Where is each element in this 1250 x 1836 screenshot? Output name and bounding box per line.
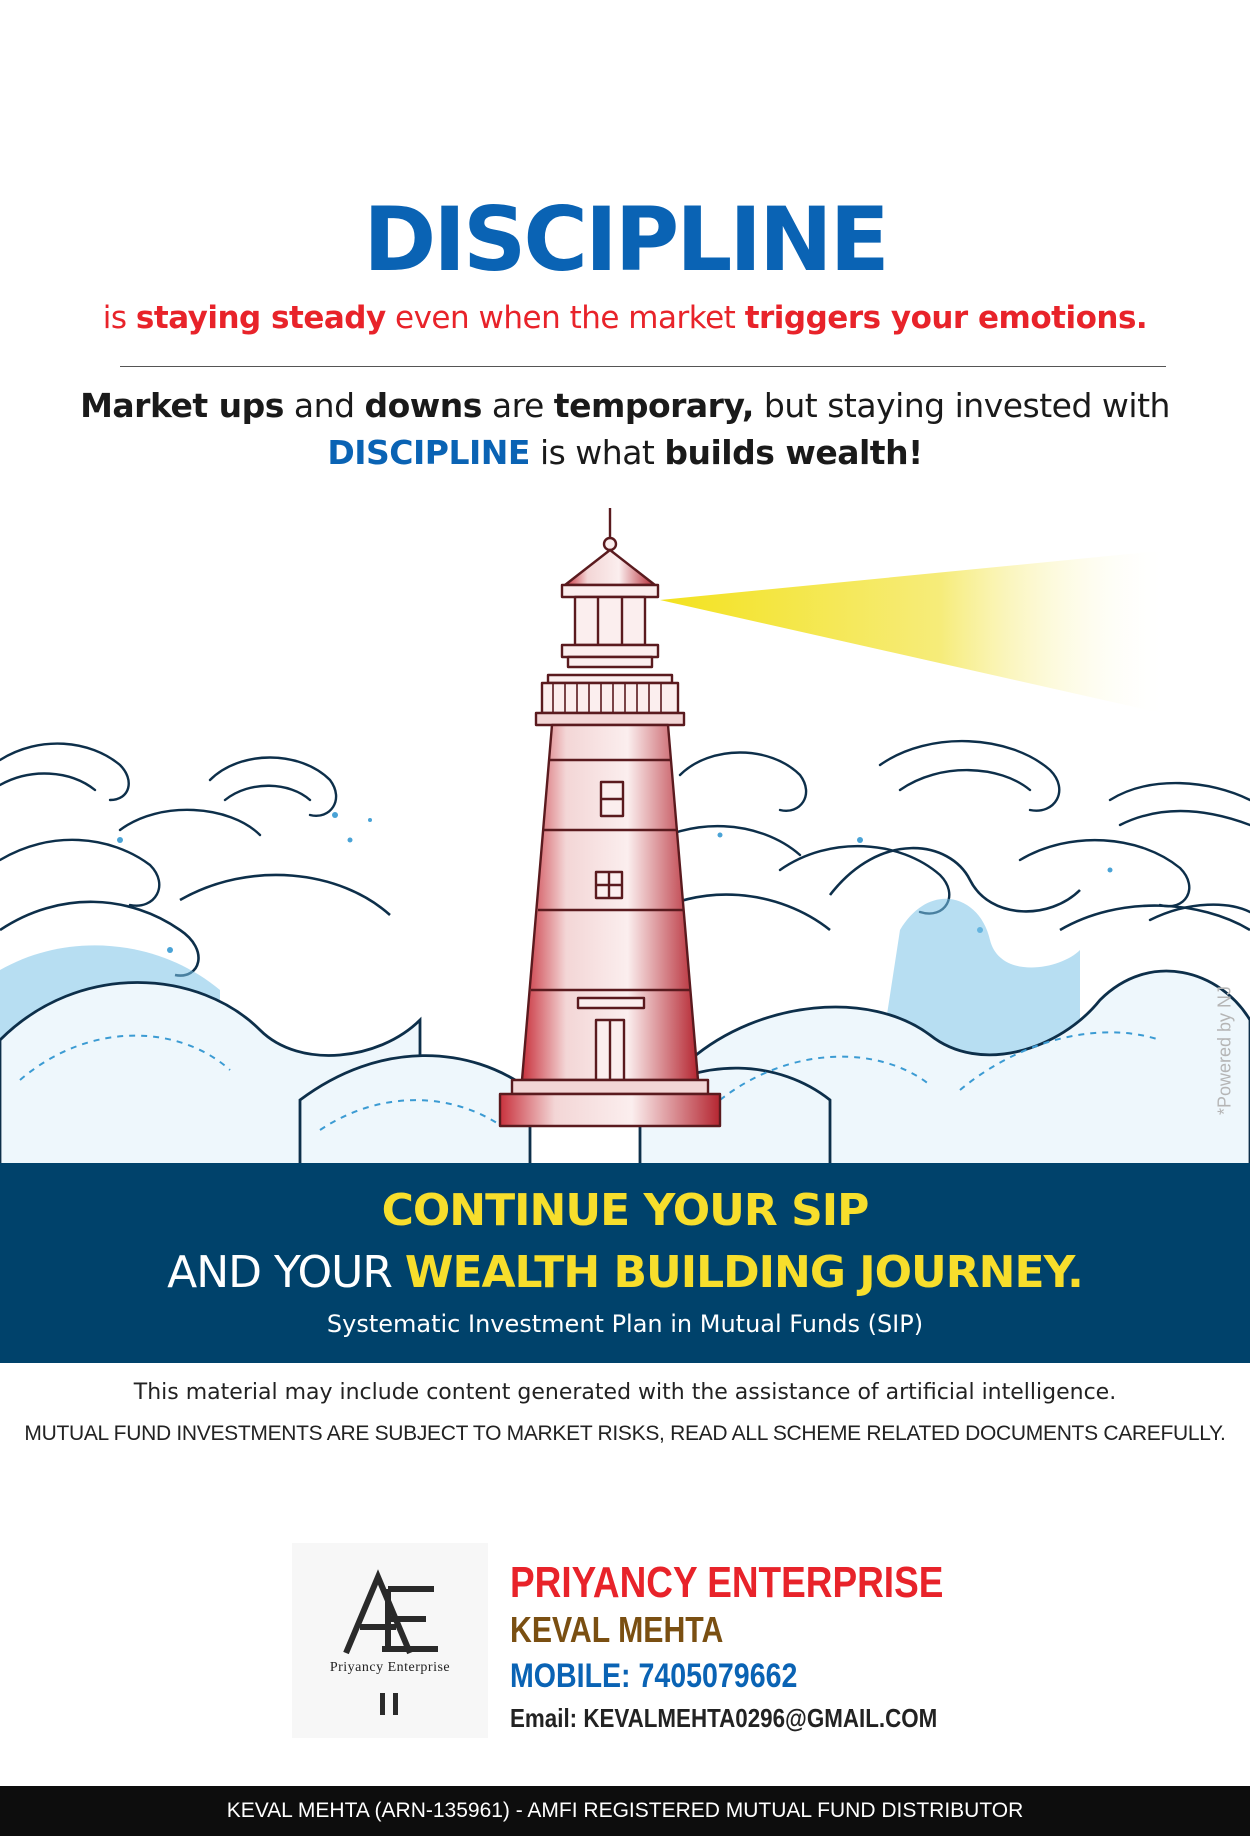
message-part-1: and bbox=[283, 386, 365, 425]
powered-by-watermark: *Powered by NJ bbox=[1214, 985, 1235, 1116]
light-beam bbox=[660, 550, 1170, 715]
banner-line-2-highlight: WEALTH BUILDING JOURNEY. bbox=[404, 1247, 1083, 1298]
message-discipline: DISCIPLINE bbox=[327, 433, 530, 472]
message-bold-4: builds wealth! bbox=[664, 433, 923, 472]
firm-name: PRIYANCY ENTERPRISE bbox=[510, 1558, 944, 1607]
ai-disclaimer: This material may include content generated with the assistance of artificial intelligence. bbox=[133, 1380, 1117, 1405]
risk-disclaimer: MUTUAL FUND INVESTMENTS ARE SUBJECT TO MARKET RISKS, READ ALL SCHEME RELATED DOCUMENTS CAREFULLY. bbox=[24, 1422, 1226, 1445]
message bbox=[0, 382, 1250, 476]
banner-line-1: CONTINUE YOUR SIP bbox=[381, 1185, 869, 1236]
distributor-name: KEVAL MEHTA bbox=[510, 1609, 724, 1650]
logo-caption: Priyancy Enterprise bbox=[329, 1660, 451, 1675]
banner-line-2-plain: AND YOUR bbox=[167, 1247, 405, 1298]
message-part-3: but staying invested with bbox=[753, 386, 1170, 425]
company-logo bbox=[292, 1543, 488, 1738]
banner-line-3: Systematic Investment Plan in Mutual Funds (SIP) bbox=[326, 1310, 924, 1338]
message-bold-2: downs bbox=[364, 386, 482, 425]
subline-bold-2: triggers your emotions. bbox=[744, 300, 1148, 336]
message-part-4: is what bbox=[529, 433, 665, 472]
email-address[interactable]: Email: KEVALMEHTA0296@GMAIL.COM bbox=[510, 1703, 938, 1733]
banner-line-2 bbox=[0, 1247, 1250, 1298]
lighthouse-illustration bbox=[0, 500, 1250, 1165]
contact-block bbox=[510, 1558, 1026, 1736]
subline-bold-1: staying steady bbox=[135, 300, 386, 336]
sip-banner bbox=[0, 1163, 1250, 1363]
subline-part-2: even when the market bbox=[385, 300, 745, 336]
ae-logo-mark bbox=[292, 1543, 488, 1738]
headline: DISCIPLINE bbox=[363, 188, 887, 291]
mobile-number[interactable]: MOBILE: 7405079662 bbox=[510, 1657, 798, 1695]
divider bbox=[120, 366, 1166, 367]
subheadline bbox=[0, 300, 1250, 337]
message-part-2: are bbox=[481, 386, 554, 425]
subline-part-1: is bbox=[102, 300, 136, 336]
footer-bar: KEVAL MEHTA (ARN-135961) - AMFI REGISTERED MUTUAL FUND DISTRIBUTOR bbox=[0, 1786, 1250, 1836]
message-bold-3: temporary, bbox=[553, 386, 754, 425]
message-bold-1: Market ups bbox=[80, 386, 284, 425]
